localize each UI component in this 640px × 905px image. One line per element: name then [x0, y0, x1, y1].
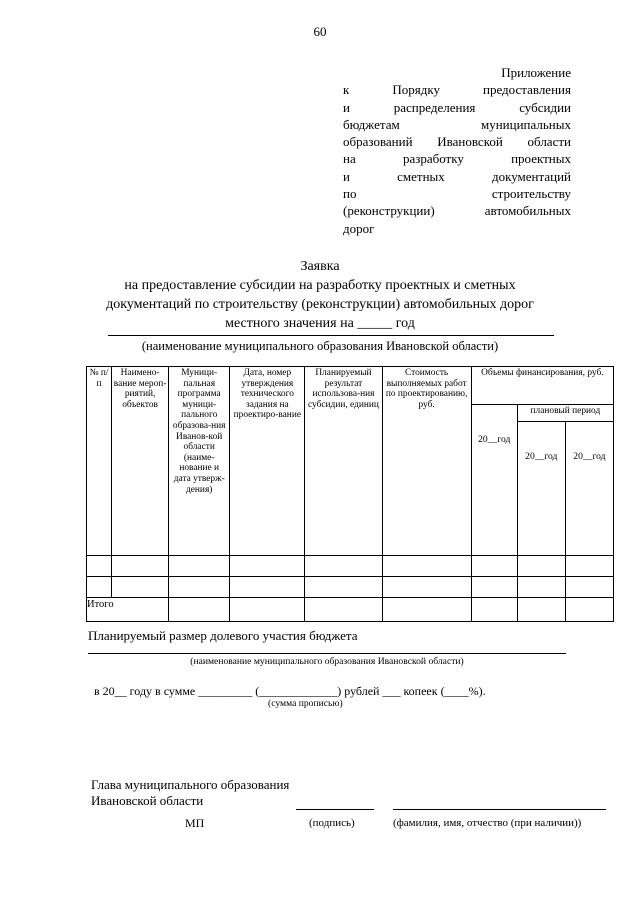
header-number: № п/п: [87, 367, 112, 556]
table-cell: [230, 577, 305, 598]
table-cell: [305, 577, 382, 598]
request-table: [86, 366, 614, 622]
table-cell: [471, 556, 517, 577]
stamp-place-label: МП: [185, 816, 205, 830]
appendix-line: [343, 81, 571, 98]
heading-line-3: местного значения на _____ год: [225, 316, 415, 331]
appendix-word: документаций: [491, 168, 571, 184]
table-cell: [87, 577, 112, 598]
table-cell: [382, 598, 471, 622]
appendix-line: [343, 220, 571, 237]
table-cell: [565, 556, 613, 577]
appendix-block: [343, 64, 571, 237]
signature-caption: (подпись): [309, 817, 355, 829]
appendix-word: к: [343, 82, 350, 98]
appendix-word: и: [343, 168, 350, 184]
header-municipal-program: Муници-пальная программа муници-пального образова-ния Иванов-кой области (наиме-нование и дата утверж-дения): [169, 367, 230, 556]
table-cell: [517, 577, 565, 598]
budget-share-text: Планируемый размер долевого участия бюджета: [88, 628, 358, 643]
heading-line-1: на предоставление субсидии на разработку проектных и сметных: [124, 278, 516, 293]
appendix-word: образований: [343, 134, 413, 150]
appendix-word: бюджетам: [343, 116, 400, 132]
appendix-word: распределения: [393, 99, 476, 115]
table-cell: [382, 577, 471, 598]
table-cell: [471, 598, 517, 622]
amount-text: в 20__ году в сумме _________ (_____________) рублей ___ копеек (____%).: [94, 684, 486, 698]
signatory-title-line-1: Глава муниципального образования: [91, 777, 290, 792]
appendix-word: по: [343, 186, 357, 202]
appendix-word: и: [343, 99, 350, 115]
table-cell: [112, 577, 169, 598]
appendix-word: сметных: [397, 168, 445, 184]
header-tech-task-date: Дата, номер утверждения технического задания на проектиро-вание: [230, 367, 305, 556]
total-label: Итого: [87, 598, 169, 622]
header-planned-period: плановый период: [517, 405, 613, 422]
appendix-title: Приложение: [501, 65, 571, 80]
appendix-line: [343, 150, 571, 167]
header-funding-volumes: Объемы финансирования, руб.: [471, 367, 613, 405]
appendix-word: строительству: [491, 186, 571, 202]
signatory-title-line-2: Ивановской области: [91, 792, 204, 808]
heading-line-2: документаций по строительству (реконструкции) автомобильных дорог: [106, 297, 534, 312]
appendix-word: субсидии: [519, 99, 571, 115]
name-caption: (фамилия, имя, отчество (при наличии)): [393, 817, 582, 829]
appendix-word: области: [527, 134, 571, 150]
signature-line: [296, 808, 374, 810]
table-cell: [305, 598, 382, 622]
appendix-line: [343, 133, 571, 150]
table-cell: [517, 556, 565, 577]
municipality-caption: (наименование муниципального образования Ивановской области): [141, 339, 499, 353]
appendix-word: Ивановской: [437, 134, 503, 150]
appendix-word: проектных: [511, 151, 571, 167]
table-cell: [382, 556, 471, 577]
table-cell: [169, 598, 230, 622]
table-cell: [471, 577, 517, 598]
table-cell: [112, 556, 169, 577]
appendix-line: [343, 99, 571, 116]
header-year-3: 20__год: [565, 422, 613, 556]
table-cell: [517, 598, 565, 622]
table-row: [87, 577, 614, 598]
appendix-word: дорог: [343, 220, 375, 236]
document-heading: [70, 257, 570, 333]
table-cell: [169, 577, 230, 598]
municipality-fill-line: [108, 334, 554, 336]
page-number: 60: [313, 24, 327, 39]
table-row: [87, 556, 614, 577]
appendix-word: предоставления: [482, 82, 571, 98]
table-cell: [87, 556, 112, 577]
appendix-word: (реконструкции): [343, 203, 435, 219]
header-year-1: 20__год: [471, 405, 517, 556]
table-cell: [230, 556, 305, 577]
appendix-word: Порядку: [392, 82, 440, 98]
signatory-title: [91, 777, 289, 808]
table-cell: [230, 598, 305, 622]
table-cell: [305, 556, 382, 577]
appendix-line: [343, 185, 571, 202]
appendix-lines: [343, 81, 571, 237]
header-activity-name: Наимено-вание мероп-риятий, объектов: [112, 367, 169, 556]
appendix-line: [343, 202, 571, 219]
amount-caption: (сумма прописью): [268, 698, 343, 709]
table-cell: [565, 577, 613, 598]
appendix-word: муниципальных: [480, 116, 571, 132]
heading-title: Заявка: [300, 259, 340, 274]
municipality-caption-small: (наименование муниципального образования Ивановской области): [190, 656, 464, 667]
header-year-2: 20__год: [517, 422, 565, 556]
header-planned-result: Планируемый результат использова-ния субсидии, единиц: [305, 367, 382, 556]
appendix-line: [343, 116, 571, 133]
header-design-cost: Стоимость выполняемых работ по проектированию, руб.: [382, 367, 471, 556]
total-row: [87, 598, 614, 622]
appendix-word: автомобильных: [484, 203, 571, 219]
municipality-fill-line-2: [88, 652, 566, 654]
table-cell: [565, 598, 613, 622]
appendix-word: разработку: [402, 151, 464, 167]
appendix-line: [343, 168, 571, 185]
name-line: [393, 808, 606, 810]
appendix-word: на: [343, 151, 356, 167]
table-cell: [169, 556, 230, 577]
